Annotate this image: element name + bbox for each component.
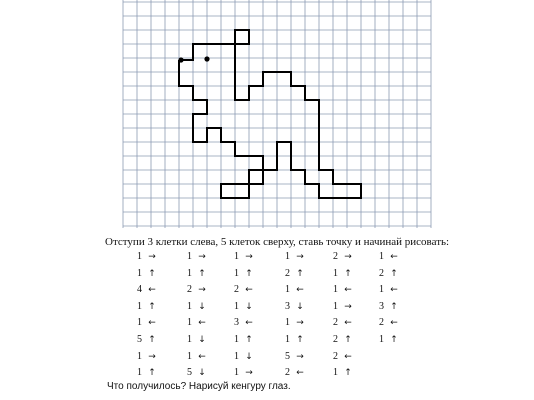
command-cell xyxy=(374,251,400,263)
command-count: 1 xyxy=(285,284,290,296)
command-cell xyxy=(328,351,354,363)
arrow-down-icon: ↓ xyxy=(198,368,206,379)
arrow-up-icon: ↑ xyxy=(245,268,253,279)
arrow-left-icon: ← xyxy=(390,285,398,296)
arrow-up-icon: ↑ xyxy=(245,335,253,345)
command-cell xyxy=(229,251,255,263)
command-cell xyxy=(328,317,354,329)
arrow-left-icon: ← xyxy=(148,285,156,296)
command-cell xyxy=(280,251,306,263)
arrow-down-icon: ↓ xyxy=(245,351,253,362)
grid-lines xyxy=(123,0,431,228)
command-count: 2 xyxy=(333,251,338,262)
command-cell xyxy=(328,284,354,296)
arrow-left-icon: ← xyxy=(198,318,206,329)
command-count: 5 xyxy=(285,350,290,362)
command-count: 5 xyxy=(137,334,142,345)
command-count: 2 xyxy=(333,317,338,329)
arrow-right-icon: → xyxy=(245,368,253,379)
arrow-right-icon: → xyxy=(296,318,304,329)
command-count: 1 xyxy=(187,251,192,262)
command-cell xyxy=(132,251,158,263)
command-cell xyxy=(374,334,400,346)
command-count: 2 xyxy=(333,350,338,362)
command-count: 1 xyxy=(187,350,192,362)
command-count: 1 xyxy=(234,334,239,345)
command-cell xyxy=(328,251,354,263)
command-count: 1 xyxy=(379,334,384,345)
arrow-up-icon: ↑ xyxy=(344,335,352,345)
arrow-up-icon: ↑ xyxy=(344,368,352,379)
arrow-up-icon: ↑ xyxy=(296,268,304,279)
command-cell xyxy=(229,367,255,379)
command-cell xyxy=(182,301,208,313)
command-count: 1 xyxy=(333,284,338,296)
command-count: 1 xyxy=(379,284,384,296)
arrow-up-icon: ↑ xyxy=(148,268,156,279)
command-count: 1 xyxy=(333,267,338,279)
command-cell xyxy=(132,334,158,346)
command-count: 4 xyxy=(137,284,142,296)
command-cell xyxy=(182,334,208,346)
command-count: 5 xyxy=(187,367,192,379)
arrow-right-icon: → xyxy=(296,252,304,262)
command-cell xyxy=(280,334,306,346)
arrow-up-icon: ↑ xyxy=(148,368,156,379)
question-text: Что получилось? Нарисуй кенгуру глаз. xyxy=(107,381,291,392)
arrow-down-icon: ↓ xyxy=(198,301,206,312)
arrow-left-icon: ← xyxy=(245,318,253,329)
command-cell xyxy=(132,268,158,280)
command-cell xyxy=(328,301,354,313)
command-cell xyxy=(280,351,306,363)
command-cell xyxy=(280,367,306,379)
command-cell xyxy=(280,301,306,313)
command-cell xyxy=(229,317,255,329)
command-cell xyxy=(229,301,255,313)
command-count: 1 xyxy=(333,300,338,312)
command-count: 3 xyxy=(379,300,384,312)
command-count: 2 xyxy=(333,334,338,345)
command-count: 3 xyxy=(234,317,239,329)
command-count: 1 xyxy=(379,251,384,262)
command-cell xyxy=(182,351,208,363)
command-count: 1 xyxy=(234,267,239,279)
command-count: 1 xyxy=(187,317,192,329)
command-count: 1 xyxy=(234,251,239,262)
command-cell xyxy=(132,284,158,296)
command-count: 1 xyxy=(187,267,192,279)
command-cell xyxy=(280,317,306,329)
command-cell xyxy=(229,351,255,363)
command-cell xyxy=(328,334,354,346)
command-count: 1 xyxy=(285,317,290,329)
command-count: 2 xyxy=(379,317,384,329)
command-cell xyxy=(132,317,158,329)
arrow-down-icon: ↓ xyxy=(245,301,253,312)
arrow-left-icon: ← xyxy=(198,351,206,362)
command-cell xyxy=(182,284,208,296)
command-count: 1 xyxy=(137,251,142,262)
arrow-left-icon: ← xyxy=(344,318,352,329)
command-count: 2 xyxy=(285,267,290,279)
command-count: 2 xyxy=(285,367,290,379)
arrow-right-icon: → xyxy=(198,285,206,296)
command-count: 2 xyxy=(234,284,239,296)
command-cell xyxy=(229,334,255,346)
command-count: 1 xyxy=(333,367,338,379)
arrow-up-icon: ↑ xyxy=(296,335,304,345)
command-cell xyxy=(374,301,400,313)
command-count: 1 xyxy=(234,350,239,362)
command-count: 1 xyxy=(234,300,239,312)
arrow-left-icon: ← xyxy=(344,351,352,362)
command-count: 1 xyxy=(137,367,142,379)
arrow-left-icon: ← xyxy=(344,285,352,296)
eye-dot xyxy=(204,56,209,61)
command-cell xyxy=(328,367,354,379)
arrow-down-icon: ↓ xyxy=(296,301,304,312)
command-count: 1 xyxy=(137,300,142,312)
arrow-up-icon: ↑ xyxy=(390,335,398,345)
command-cell xyxy=(132,301,158,313)
arrow-right-icon: → xyxy=(148,351,156,362)
arrow-up-icon: ↑ xyxy=(198,268,206,279)
arrow-right-icon: → xyxy=(344,252,352,262)
arrow-left-icon: ← xyxy=(390,318,398,329)
command-cell xyxy=(132,367,158,379)
command-cell xyxy=(374,284,400,296)
command-count: 1 xyxy=(137,317,142,329)
command-count: 1 xyxy=(137,350,142,362)
arrow-up-icon: ↑ xyxy=(148,335,156,345)
arrow-right-icon: → xyxy=(245,252,253,262)
arrow-left-icon: ← xyxy=(148,318,156,329)
arrow-right-icon: → xyxy=(148,252,156,262)
command-count: 1 xyxy=(285,334,290,345)
arrow-right-icon: → xyxy=(344,301,352,312)
arrow-up-icon: ↑ xyxy=(390,301,398,312)
command-count: 2 xyxy=(379,267,384,279)
instruction-text: Отступи 3 клетки слева, 5 клеток сверху, ставь точку и начинай рисовать: xyxy=(105,236,450,248)
arrow-left-icon: ← xyxy=(296,368,304,379)
command-count: 2 xyxy=(187,284,192,296)
command-cell xyxy=(229,284,255,296)
start-dot xyxy=(178,57,183,62)
command-count: 1 xyxy=(285,251,290,262)
arrow-left-icon: ← xyxy=(390,252,398,262)
command-cell xyxy=(132,351,158,363)
command-cell xyxy=(229,268,255,280)
command-cell xyxy=(374,268,400,280)
arrow-left-icon: ← xyxy=(245,285,253,296)
command-cell xyxy=(182,317,208,329)
command-cell xyxy=(328,268,354,280)
command-cell xyxy=(182,251,208,263)
arrow-up-icon: ↑ xyxy=(148,301,156,312)
command-count: 1 xyxy=(234,367,239,379)
command-cell xyxy=(280,268,306,280)
command-count: 3 xyxy=(285,300,290,312)
arrow-up-icon: ↑ xyxy=(344,268,352,279)
command-cell xyxy=(374,317,400,329)
arrow-up-icon: ↑ xyxy=(390,268,398,279)
command-cell xyxy=(182,367,208,379)
arrow-right-icon: → xyxy=(296,351,304,362)
command-count: 1 xyxy=(187,300,192,312)
command-count: 1 xyxy=(187,334,192,345)
arrow-left-icon: ← xyxy=(296,285,304,296)
command-count: 1 xyxy=(137,267,142,279)
arrow-right-icon: → xyxy=(198,252,206,262)
arrow-down-icon: ↓ xyxy=(198,335,206,345)
command-cell xyxy=(280,284,306,296)
command-cell xyxy=(182,268,208,280)
